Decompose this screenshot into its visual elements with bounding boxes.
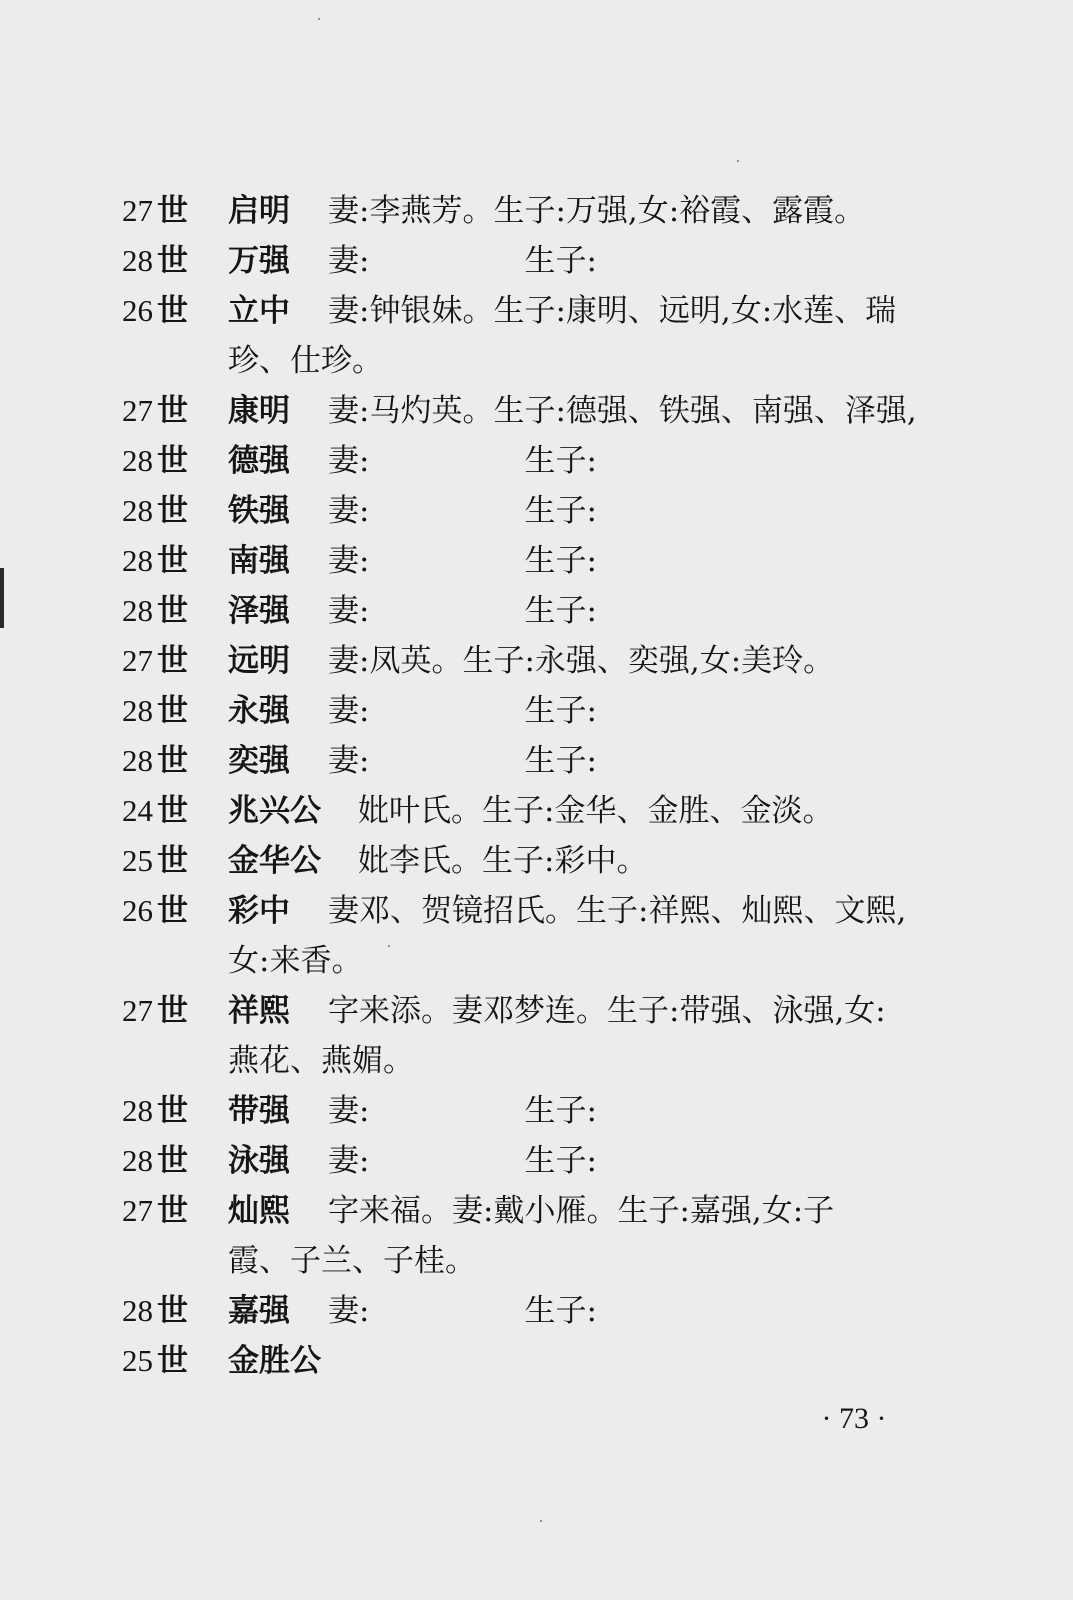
person-name: 金胜公 [228,1343,321,1379]
generation-char: 世 [157,193,188,229]
generation-label [122,1186,228,1236]
generation-label [122,186,228,236]
generation-number: 28 [122,443,153,478]
generation-char: 世 [157,393,188,429]
generation-number: 28 [122,543,153,578]
entry-description: 妻: 生子: [328,1093,597,1129]
entry-line [122,786,952,836]
entry-description: 妻: 生子: [328,1143,597,1179]
entry-line [122,536,952,586]
genealogy-entry [122,886,952,986]
person-name: 永强 [228,693,290,729]
generation-char: 世 [157,893,188,929]
entry-description: 字来福。妻:戴小雁。生子:嘉强,女:子 [328,1193,835,1229]
generation-number: 27 [122,643,153,678]
person-name: 泳强 [228,1143,290,1179]
generation-label [122,836,228,886]
generation-char: 世 [157,993,188,1029]
entry-line [122,636,952,686]
genealogy-entry [122,1186,952,1286]
person-name: 立中 [228,293,290,329]
entry-line [122,836,952,886]
generation-label [122,886,228,936]
genealogy-entry [122,1136,952,1186]
entry-description: 妣李氏。生子:彩中。 [358,843,648,879]
generation-label [122,636,228,686]
scan-speck [737,160,739,162]
person-name: 南强 [228,543,290,579]
entry-line [122,486,952,536]
generation-char: 世 [157,1143,188,1179]
generation-label [122,286,228,336]
generation-char: 世 [157,443,188,479]
generation-char: 世 [157,243,188,279]
generation-char: 世 [157,743,188,779]
scan-speck [318,18,320,20]
generation-number: 27 [122,993,153,1028]
scan-speck [540,1520,542,1522]
person-name: 德强 [228,443,290,479]
entry-line [122,1186,952,1236]
entry-description: 妻: 生子: [328,693,597,729]
entry-line [122,586,952,636]
entry-continuation: 燕花、燕媚。 [228,1043,414,1079]
genealogy-entry [122,236,952,286]
genealogy-entry [122,736,952,786]
generation-number: 25 [122,1343,153,1378]
generation-label [122,486,228,536]
generation-number: 28 [122,493,153,528]
entry-description: 妻:凤英。生子:永强、奕强,女:美玲。 [328,643,835,679]
person-name: 康明 [228,393,290,429]
entry-description: 妻:李燕芳。生子:万强,女:裕霞、露霞。 [328,193,866,229]
entry-line [122,236,952,286]
generation-char: 世 [157,593,188,629]
generation-label [122,786,228,836]
entry-continuation: 霞、子兰、子桂。 [228,1243,476,1279]
generation-number: 28 [122,1143,153,1178]
person-name: 带强 [228,1093,290,1129]
genealogy-entry [122,1336,952,1386]
generation-number: 26 [122,893,153,928]
generation-label [122,1286,228,1336]
page-number: · 73 · [821,1402,887,1435]
generation-number: 27 [122,193,153,228]
generation-number: 28 [122,1093,153,1128]
generation-label [122,236,228,286]
generation-char: 世 [157,293,188,329]
entry-line [122,986,952,1036]
entry-continuation: 珍、仕珍。 [228,343,383,379]
genealogy-entry [122,786,952,836]
entry-description: 妻: 生子: [328,593,597,629]
entry-line [122,736,952,786]
entry-line [122,686,952,736]
generation-number: 24 [122,793,153,828]
generation-char: 世 [157,1093,188,1129]
genealogy-entry [122,286,952,386]
generation-number: 27 [122,393,153,428]
person-name: 泽强 [228,593,290,629]
entry-continuation: 女:来香。 [228,943,363,979]
entry-line [122,436,952,486]
entry-description: 妻: 生子: [328,443,597,479]
generation-number: 28 [122,693,153,728]
entry-line [122,886,952,936]
entry-description: 妻: 生子: [328,743,597,779]
genealogy-entry [122,186,952,236]
generation-label [122,1136,228,1186]
generation-number: 28 [122,743,153,778]
entry-line [122,1086,952,1136]
entry-description: 妻: 生子: [328,243,597,279]
generation-number: 26 [122,293,153,328]
entry-description: 妻:钟银妹。生子:康明、远明,女:水莲、瑞 [328,293,897,329]
entry-description: 妣叶氏。生子:金华、金胜、金淡。 [358,793,834,829]
person-name: 祥熙 [228,993,290,1029]
person-name: 金华公 [228,843,321,879]
generation-char: 世 [157,693,188,729]
person-name: 万强 [228,243,290,279]
person-name: 兆兴公 [228,793,321,829]
entry-line [122,186,952,236]
genealogy-entry [122,436,952,486]
entry-line [122,1286,952,1336]
genealogy-entry [122,586,952,636]
margin-mark [0,568,4,628]
generation-char: 世 [157,1293,188,1329]
person-name: 奕强 [228,743,290,779]
generation-char: 世 [157,793,188,829]
genealogy-entry [122,486,952,536]
entry-description: 妻邓、贺镜招氏。生子:祥熙、灿熙、文熙, [328,893,907,929]
genealogy-entry [122,1086,952,1136]
person-name: 嘉强 [228,1293,290,1329]
person-name: 铁强 [228,493,290,529]
generation-label [122,1336,228,1386]
person-name: 彩中 [228,893,290,929]
generation-label [122,986,228,1036]
entry-line [122,386,952,436]
entry-description: 妻: 生子: [328,1293,597,1329]
generation-label [122,736,228,786]
genealogy-entry [122,836,952,886]
entry-description: 妻: 生子: [328,543,597,579]
generation-label [122,436,228,486]
genealogy-entry [122,1286,952,1336]
generation-char: 世 [157,1193,188,1229]
entry-description: 妻:马灼英。生子:德强、铁强、南强、泽强, [328,393,917,429]
genealogy-entry [122,536,952,586]
genealogy-entries [122,186,952,1386]
generation-label [122,1086,228,1136]
entry-line [122,1136,952,1186]
entry-line [122,1336,952,1386]
generation-label [122,586,228,636]
genealogy-entry [122,636,952,686]
generation-label [122,686,228,736]
generation-char: 世 [157,1343,188,1379]
generation-char: 世 [157,543,188,579]
genealogy-entry [122,386,952,436]
generation-number: 28 [122,1293,153,1328]
generation-number: 25 [122,843,153,878]
genealogy-entry [122,686,952,736]
generation-label [122,536,228,586]
person-name: 灿熙 [228,1193,290,1229]
generation-char: 世 [157,643,188,679]
genealogy-entry [122,986,952,1086]
person-name: 远明 [228,643,290,679]
generation-char: 世 [157,493,188,529]
entry-description: 妻: 生子: [328,493,597,529]
generation-number: 28 [122,243,153,278]
entry-description: 字来添。妻邓梦连。生子:带强、泳强,女: [328,993,886,1029]
generation-char: 世 [157,843,188,879]
generation-number: 28 [122,593,153,628]
generation-number: 27 [122,1193,153,1228]
person-name: 启明 [228,193,290,229]
entry-line [122,286,952,336]
generation-label [122,386,228,436]
